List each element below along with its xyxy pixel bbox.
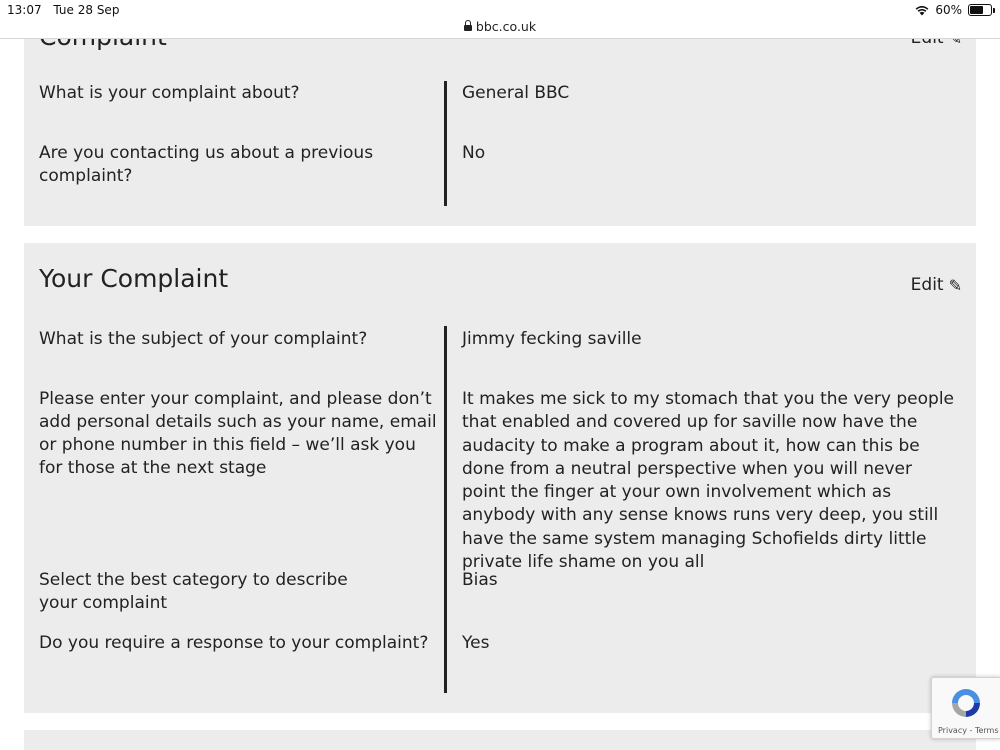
question-previous-complaint: Are you contacting us about a previous complaint? (39, 143, 374, 186)
question-subject: What is the subject of your complaint? (39, 329, 368, 349)
recaptcha-icon (949, 686, 983, 720)
lock-icon (464, 25, 472, 31)
edit-your-complaint-button[interactable] (911, 275, 962, 295)
answer-complaint-about: General BBC (462, 83, 570, 103)
wifi-icon (915, 5, 929, 16)
status-time: 13:07 (7, 3, 42, 17)
url-bar[interactable] (0, 18, 1000, 39)
edit-label: Edit (910, 275, 944, 295)
question-complaint-text: Please enter your complaint, and please don’t add personal details such as your name, email or phone number in this field – we’ll ask you for those at the next stage (39, 389, 437, 478)
answer-category: Bias (462, 570, 498, 590)
pencil-icon: ✎ (948, 275, 962, 295)
battery-percent: 60% (935, 3, 962, 17)
your-complaint-card (24, 243, 976, 713)
question-response-required: Do you require a response to your complaint? (39, 633, 429, 653)
card-title: Your Complaint (39, 264, 229, 293)
answer-complaint-text: It makes me sick to my stomach that you the very people that enabled and covered up for saville now have the audacity to make a program about it, how can this be done from a neutral perspective when you will never point the finger at your own involvement which as anybody with any sense knows runs very deep, you still have the same system managing Schofields dirty little private life shame on you all (462, 389, 955, 573)
status-bar (0, 0, 1000, 20)
answer-previous-complaint: No (462, 143, 486, 163)
column-divider (444, 326, 447, 693)
answer-response-required: Yes (462, 633, 490, 653)
answer-subject: Jimmy fecking saville (462, 329, 642, 349)
next-section-card (24, 730, 976, 750)
question-category: Select the best category to describe your complaint (39, 570, 348, 613)
recaptcha-badge[interactable] (931, 677, 1000, 739)
battery-icon (968, 4, 992, 16)
url-domain: bbc.co.uk (475, 19, 537, 34)
status-date: Tue 28 Sep (53, 3, 120, 17)
question-complaint-about: What is your complaint about? (39, 83, 300, 103)
recaptcha-links[interactable]: Privacy - Terms (938, 726, 999, 735)
column-divider (444, 81, 447, 206)
